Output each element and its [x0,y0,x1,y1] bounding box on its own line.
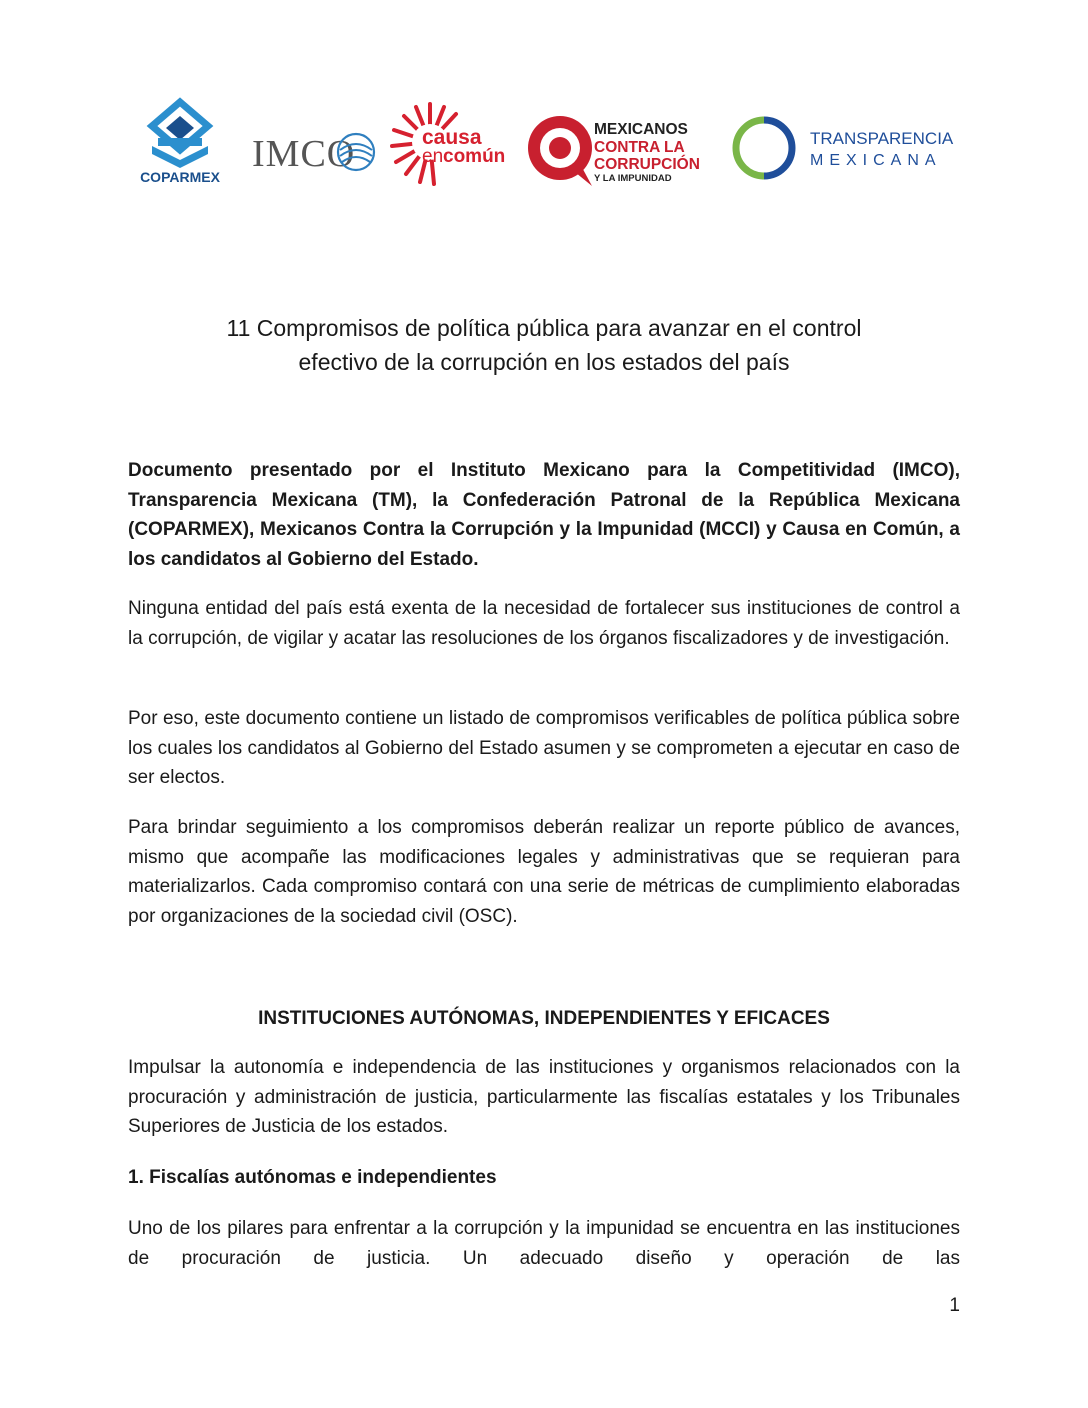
mcci-line2: CONTRA LA [594,139,685,156]
subheading-fiscalias: 1. Fiscalías autónomas e independientes [128,1167,497,1188]
mcci-line3: CORRUPCIÓN [594,156,700,173]
mcci-line1: MEXICANOS [594,121,688,138]
mcci-target-icon [524,98,710,188]
intro-paragraph: Documento presentado por el Instituto Mexicano para la Competitividad (IMCO), Transparencia Mexicana (TM), la Confederación Patronal de la República Mexicana (COPARMEX), Mexicanos Contra la Corrupción y la Impunidad (MCCI) y Causa en Común, a los candidatos al Gobierno del Estado. [128,460,960,570]
transparencia-ring-icon [724,98,956,188]
imco-logo [252,98,380,188]
transparencia-line1: TRANSPARENCIA [810,129,954,148]
coparmex-wordmark: COPARMEX [140,169,220,185]
document-title [128,311,960,379]
causa-comun-wordmark: común [443,146,506,167]
paragraph-3: Para brindar seguimiento a los compromisos deberán realizar un reporte público de avances, mismo que acompañe las modificaciones legales y administrativas que se requieran para materializarlos. Cada compromiso contará con una serie de métricas de cumplimiento elaboradas por organizaciones de la sociedad civil (OSC). [128,817,960,927]
causa-en-comun-logo [390,98,518,188]
logo-strip [128,98,958,188]
coparmex-emblem-icon [128,98,232,188]
mcci-line4: Y LA IMPUNIDAD [594,173,672,184]
section-paragraph: Impulsar la autonomía e independencia de las instituciones y organismos relacionados con la procuración y administración de justicia, particularmente las fiscalías estatales y los Tribunales Superiores de Justicia de los estados. [128,1057,960,1138]
subheading-paragraph: Uno de los pilares para enfrentar a la corrupción y la impunidad se encuentra en las instituciones de procuración de justicia. Un adecuado diseño y operación de las [128,1218,960,1269]
section-heading: INSTITUCIONES AUTÓNOMAS, INDEPENDIENTES Y EFICACES [258,1008,830,1029]
paragraph-2: Por eso, este documento contiene un listado de compromisos verificables de política pública sobre los cuales los candidatos al Gobierno del Estado asumen y se comprometen a ejecutar en caso de ser electos. [128,708,960,789]
document-title-line1: 11 Compromisos de política pública para avanzar en el control [226,315,862,341]
causa-en-wordmark: en [422,146,444,167]
document-title-line2: efectivo de la corrupción en los estados del país [298,349,790,375]
causa-burst-icon [390,98,518,188]
imco-emblem-icon [252,98,380,188]
mcci-logo [524,98,710,188]
coparmex-logo [128,98,232,188]
causa-wordmark: causa [422,126,482,149]
imco-wordmark: IMCO [252,133,356,175]
paragraph-1: Ninguna entidad del país está exenta de la necesidad de fortalecer sus instituciones de control a la corrupción, de vigilar y acatar las resoluciones de los órganos fiscalizadores y de investigación. [128,598,960,649]
page-number: 1 [949,1295,960,1316]
transparencia-mexicana-logo [724,98,956,188]
transparencia-line2: MEXICANA [810,152,942,169]
